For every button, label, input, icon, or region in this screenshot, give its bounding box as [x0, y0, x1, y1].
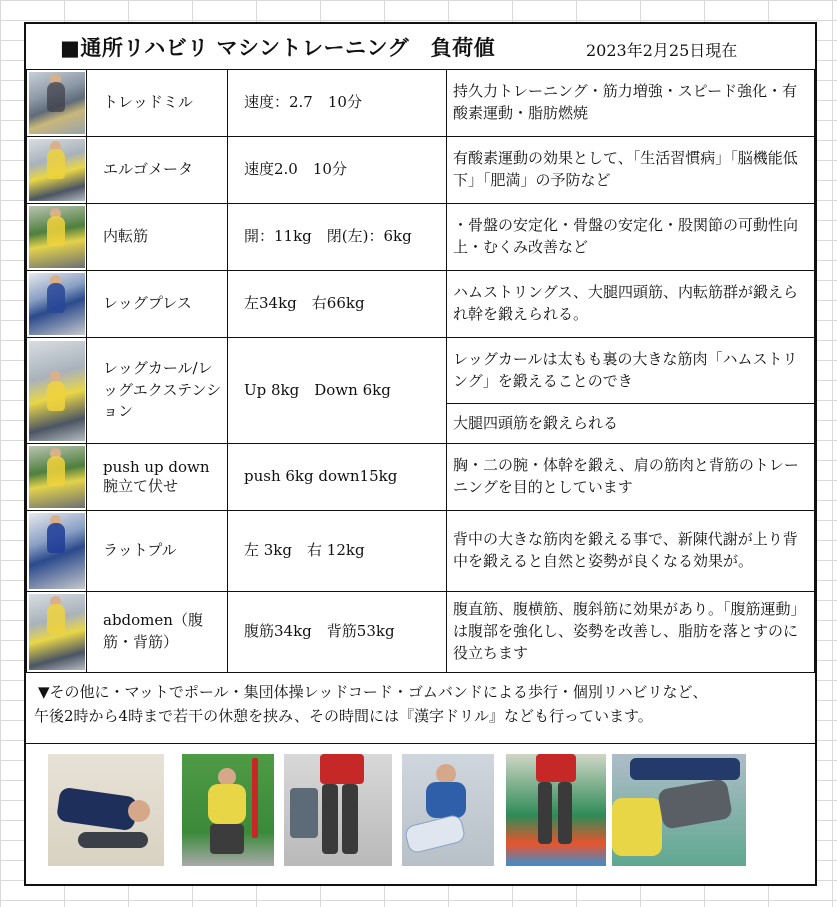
leg-press-photo [29, 273, 85, 335]
push-up-photo [29, 446, 85, 508]
machine-load: 腹筋34kg 背筋53kg [228, 592, 447, 673]
ergometer-photo [29, 139, 85, 201]
leg-massage-photo [402, 754, 494, 866]
machine-effect: 背中の大きな筋肉を鍛える事で、新陳代謝が上り背中を鍛えると自然と姿勢が良くなる効果が。 [447, 511, 815, 592]
machine-load: 開：11kg 閉(左)：6kg [228, 204, 447, 271]
individual-rehab-photo [612, 754, 746, 866]
machine-name: レッグプレス [87, 271, 228, 338]
note-line-2: 午後2時から4時まで若干の休憩を挟み、その時間には『漢字ドリル』なども行っています。 [34, 707, 653, 725]
machine-effect: 腹直筋、腹横筋、腹斜筋に効果があり。「腹筋運動」は腹部を強化し、姿勢を改善し、脂肪を落とすのに役立ちます [447, 592, 815, 673]
machine-effect: 胸・二の腕・体幹を鍛え、肩の筋肉と背筋のトレーニングを目的としています [447, 444, 815, 511]
photo-cell [27, 204, 87, 271]
note-line-1: ▼その他に・マットでポール・集団体操レッドコード・ゴムバンドによる歩行・個別リハビリなど、 [38, 683, 708, 701]
table-row [27, 511, 815, 592]
machine-effect: 有酸素運動の効果として、「生活習慣病」「脳機能低下」「肥満」の予防など [447, 137, 815, 204]
band-walking-photo-2 [506, 754, 606, 866]
machine-name: エルゴメータ [87, 137, 228, 204]
activity-photo-gallery [26, 746, 815, 884]
machine-load-table [26, 69, 815, 673]
as-of-date: 2023年2月25日現在 [586, 41, 738, 60]
photo-cell [27, 511, 87, 592]
band-walking-photo-1 [284, 754, 392, 866]
machine-name: push up down 腕立て伏せ [87, 444, 228, 511]
table-row [27, 338, 815, 404]
machine-load: 左 3kg 右 12kg [228, 511, 447, 592]
machine-load: 速度2.0 10分 [228, 137, 447, 204]
training-sheet [24, 22, 817, 886]
table-row [27, 592, 815, 673]
other-activities-note [26, 666, 815, 744]
table-row [27, 271, 815, 338]
table-row [27, 444, 815, 511]
photo-cell [27, 592, 87, 673]
photo-cell [27, 338, 87, 444]
photo-cell [27, 137, 87, 204]
adductor-photo [29, 206, 85, 268]
machine-load: push 6kg down15kg [228, 444, 447, 511]
machine-effect: ハムストリングス、大腿四頭筋、内転筋群が鍛えられ幹を鍛えられる。 [447, 271, 815, 338]
page-title: ■通所リハビリ マシントレーニング 負荷値 [60, 36, 496, 60]
leg-curl-photo [29, 341, 85, 441]
photo-cell [27, 444, 87, 511]
treadmill-photo [29, 72, 85, 134]
machine-name: abdomen（腹筋・背筋） [87, 592, 228, 673]
machine-name: トレッドミル [87, 70, 228, 137]
table-row [27, 70, 815, 137]
machine-load: 速度：2.7 10分 [228, 70, 447, 137]
machine-effect: レッグカールは太もも裏の大きな筋肉「ハムストリング」を鍛えることのでき [447, 338, 815, 404]
photo-cell [27, 70, 87, 137]
sheet-header [26, 24, 815, 70]
mat-pole-exercise-photo [48, 754, 164, 866]
table-row [27, 204, 815, 271]
lat-pull-photo [29, 513, 85, 589]
table-row [27, 137, 815, 204]
machine-effect: 持久力トレーニング・筋力増強・スピード強化・有酸素運動・脂肪燃焼 [447, 70, 815, 137]
machine-load: 左34kg 右66kg [228, 271, 447, 338]
machine-load: Up 8kg Down 6kg [228, 338, 447, 444]
machine-effect: 大腿四頭筋を鍛えられる [447, 404, 815, 444]
machine-name: レッグカール/レッグエクステンション [87, 338, 228, 444]
machine-effect: ・骨盤の安定化・骨盤の安定化・股関節の可動性向上・むくみ改善など [447, 204, 815, 271]
photo-cell [27, 271, 87, 338]
abdomen-photo [29, 594, 85, 670]
machine-name: 内転筋 [87, 204, 228, 271]
redcord-exercise-photo [182, 754, 274, 866]
machine-name: ラットプル [87, 511, 228, 592]
